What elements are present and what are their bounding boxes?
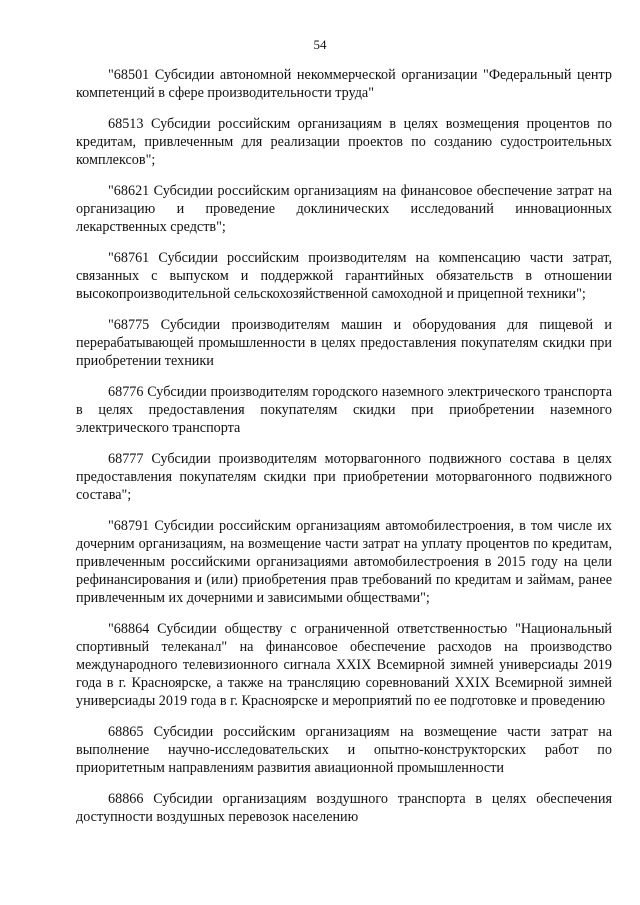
paragraph-68621: "68621 Субсидии российским организациям на финансовое обеспечение затрат на организацию и проведение доклинических исследований инновационных лекарственных средств";	[76, 183, 612, 235]
paragraph-68791: "68791 Субсидии российским организациям автомобилестроения, в том числе их дочерним организациям, на возмещение части затрат на уплату процентов по кредитам, привлеченным российскими организациями автомобилестроения в 2015 году на цели рефинансирования и (или) приобретения прав требований по кредитам и займам, ранее привлеченным их дочерними и зависимыми обществами";	[76, 518, 612, 606]
paragraph-68761: "68761 Субсидии российским производителям на компенсацию части затрат, связанных с выпуском и поддержкой гарантийных обязательств в отношении высокопроизводительной сельскохозяйственной самоходной и прицепной техники";	[76, 250, 612, 302]
paragraph-68513: 68513 Субсидии российским организациям в целях возмещения процентов по кредитам, привлеченным для реализации проектов по созданию судостроительных комплексов";	[76, 116, 612, 168]
paragraph-68866: 68866 Субсидии организациям воздушного транспорта в целях обеспечения доступности воздушных перевозок населению	[76, 791, 612, 825]
document-body	[76, 66, 612, 839]
paragraph-68501: "68501 Субсидии автономной некоммерческой организации "Федеральный центр компетенций в сфере производительности труда"	[76, 67, 612, 101]
paragraph-68775: "68775 Субсидии производителям машин и оборудования для пищевой и перерабатывающей промышленности в целях предоставления покупателям скидки при приобретении техники	[76, 317, 612, 369]
paragraph-68865: 68865 Субсидии российским организациям на возмещение части затрат на выполнение научно-исследовательских и опытно-конструкторских работ по приоритетным направлениям развития авиационной промышленности	[76, 724, 612, 776]
paragraph-68864: "68864 Субсидии обществу с ограниченной ответственностью "Национальный спортивный телеканал" на финансовое обеспечение расходов на производство международного телевизионного сигнала XXIX Всемирной зимней универсиады 2019 года в г. Красноярске, а также на трансляцию соревнований XXIX Всемирной зимней универсиады 2019 года в г. Красноярске и мероприятий по ее подготовке и проведению	[76, 621, 612, 709]
paragraph-68777: 68777 Субсидии производителям моторвагонного подвижного состава в целях предоставления покупателям скидки при приобретении моторвагонного подвижного состава";	[76, 451, 612, 503]
page-number: 54	[313, 37, 327, 52]
paragraph-68776: 68776 Субсидии производителям городского наземного электрического транспорта в целях предоставления покупателям скидки при приобретении наземного электрического транспорта	[76, 384, 612, 436]
